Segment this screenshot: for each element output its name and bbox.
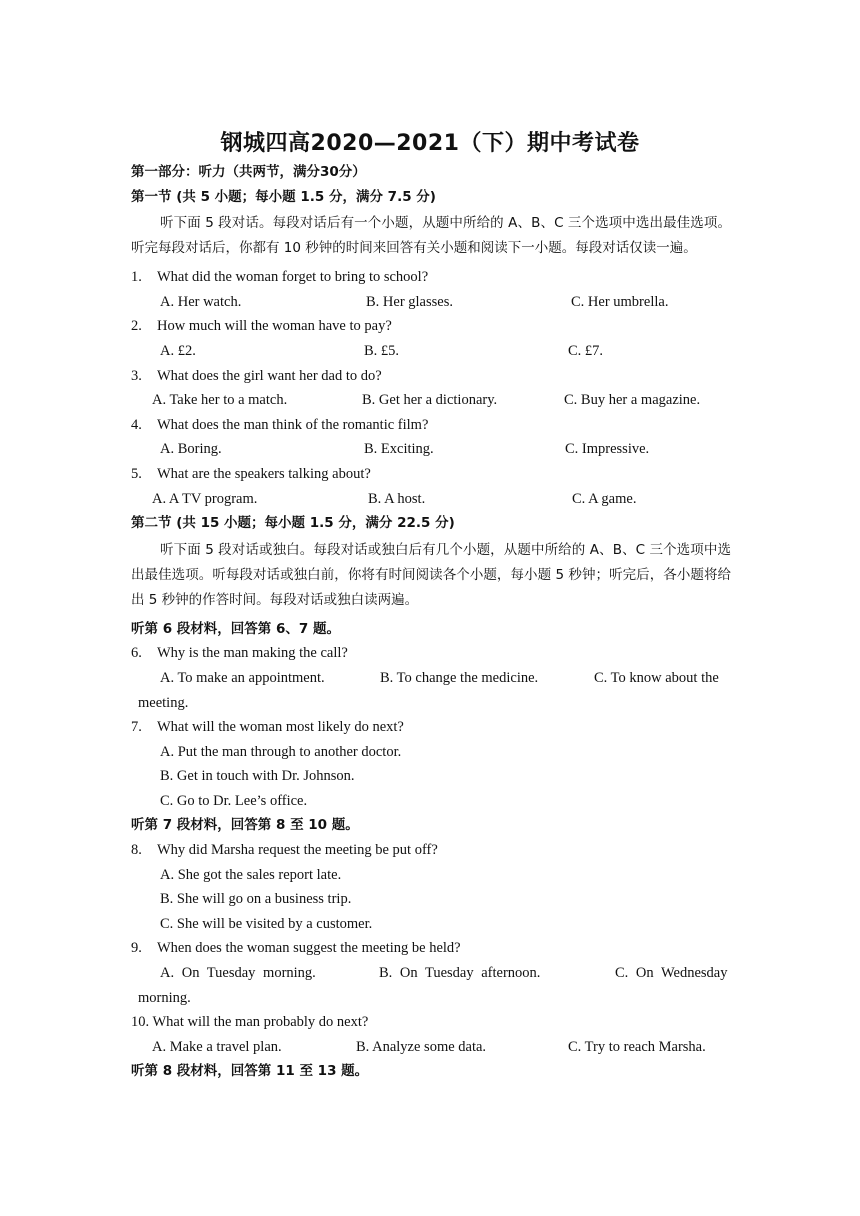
question-number: 3. bbox=[131, 367, 142, 384]
question-number: 2. bbox=[131, 318, 142, 335]
question-2 bbox=[131, 314, 731, 339]
question-1-options bbox=[131, 290, 731, 315]
question-text: What are the speakers talking about? bbox=[157, 465, 371, 482]
option-c: C. On Wednesday bbox=[615, 965, 728, 982]
section2-heading: 第二节 (共 15 小题；每小题 1.5 分，满分 22.5 分) bbox=[131, 515, 455, 532]
option-a: A. A TV program. bbox=[152, 490, 258, 507]
option-b: B. Get in touch with Dr. Johnson. bbox=[160, 768, 355, 785]
question-text: What does the girl want her dad to do? bbox=[157, 367, 382, 384]
option-b: B. Get her a dictionary. bbox=[362, 392, 498, 409]
option-a: A. Take her to a match. bbox=[152, 392, 288, 409]
question-text: What will the woman most likely do next? bbox=[157, 719, 404, 736]
question-3 bbox=[131, 364, 731, 389]
option-a: A. On Tuesday morning. bbox=[160, 965, 316, 982]
question-text: What will the man probably do next? bbox=[152, 1014, 369, 1031]
option-c: C. £7. bbox=[568, 342, 604, 359]
question-number: 10. bbox=[131, 1014, 150, 1031]
option-b: B. Analyze some data. bbox=[356, 1038, 487, 1055]
question-text: When does the woman suggest the meeting be held? bbox=[157, 940, 461, 957]
material-7-heading: 听第 7 段材料，回答第 8 至 10 题。 bbox=[131, 817, 359, 834]
option-c: C. Impressive. bbox=[565, 441, 650, 458]
material-8-heading: 听第 8 段材料，回答第 11 至 13 题。 bbox=[131, 1063, 369, 1080]
option-c: C. She will be visited by a customer. bbox=[160, 915, 373, 932]
option-b: B. On Tuesday afternoon. bbox=[379, 965, 541, 982]
question-text: What did the woman forget to bring to school? bbox=[157, 269, 429, 286]
question-9-options bbox=[131, 961, 731, 986]
question-number: 6. bbox=[131, 645, 142, 662]
question-3-options bbox=[131, 388, 731, 413]
question-number: 5. bbox=[131, 465, 142, 482]
question-text: Why is the man making the call? bbox=[157, 645, 348, 662]
question-10 bbox=[131, 1010, 731, 1035]
question-4 bbox=[131, 413, 731, 438]
question-text: How much will the woman have to pay? bbox=[157, 318, 392, 335]
question-6 bbox=[131, 641, 731, 666]
option-a: A. Boring. bbox=[160, 441, 222, 458]
option-b: B. Her glasses. bbox=[366, 293, 453, 310]
option-a: A. She got the sales report late. bbox=[160, 866, 342, 883]
question-number: 8. bbox=[131, 842, 142, 859]
question-5-options bbox=[131, 487, 731, 512]
option-c: C. Her umbrella. bbox=[571, 293, 669, 310]
question-7 bbox=[131, 715, 731, 740]
question-number: 1. bbox=[131, 269, 142, 286]
section1-heading: 第一节 (共 5 小题；每小题 1.5 分，满分 7.5 分) bbox=[131, 188, 436, 205]
material-6-heading: 听第 6 段材料，回答第 6、7 题。 bbox=[131, 620, 340, 637]
option-c: C. A game. bbox=[572, 490, 637, 507]
question-8 bbox=[131, 838, 731, 863]
section1-instructions: 听下面 5 段对话。每段对话后有一个小题，从题中所给的 A、B、C 三个选项中选出最佳选项。听完每段对话后，你都有 10 秒钟的时间来回答有关小题和阅读下一小题。每段对话仅读一遍。 bbox=[131, 215, 731, 257]
option-a: A. To make an appointment. bbox=[160, 669, 325, 686]
question-9 bbox=[131, 936, 731, 961]
section2-instructions: 听下面 5 段对话或独白。每段对话或独白后有几个小题，从题中所给的 A、B、C 三个选项中选出最佳选项。听每段对话或独白前，你将有时间阅读各个小题，每小题 5 秒钟；听完后，各小题将给出 5 秒钟的作答时间。每段对话或独白读两遍。 bbox=[131, 541, 731, 608]
option-c-continuation: morning. bbox=[138, 989, 191, 1006]
question-number: 7. bbox=[131, 719, 142, 736]
exam-content bbox=[131, 160, 731, 1084]
option-b: B. Exciting. bbox=[364, 441, 434, 458]
question-5 bbox=[131, 462, 731, 487]
question-number: 9. bbox=[131, 940, 142, 957]
option-c: C. Buy her a magazine. bbox=[564, 392, 701, 409]
option-c: C. Try to reach Marsha. bbox=[568, 1038, 706, 1055]
question-10-options bbox=[131, 1035, 731, 1060]
option-c: C. Go to Dr. Lee’s office. bbox=[160, 792, 308, 809]
option-b: B. She will go on a business trip. bbox=[160, 891, 352, 908]
option-a: A. Make a travel plan. bbox=[152, 1038, 282, 1055]
option-a: A. £2. bbox=[160, 342, 196, 359]
question-text: What does the man think of the romantic film? bbox=[157, 416, 429, 433]
question-4-options bbox=[131, 437, 731, 462]
option-b: B. To change the medicine. bbox=[380, 669, 539, 686]
question-1 bbox=[131, 265, 731, 290]
option-b: B. £5. bbox=[364, 342, 400, 359]
question-text: Why did Marsha request the meeting be put off? bbox=[157, 842, 438, 859]
question-6-options bbox=[131, 666, 731, 691]
option-c: C. To know about the bbox=[594, 669, 719, 686]
option-c-continuation: meeting. bbox=[138, 694, 189, 711]
option-a: A. Her watch. bbox=[160, 293, 242, 310]
option-b: B. A host. bbox=[368, 490, 426, 507]
question-number: 4. bbox=[131, 416, 142, 433]
part1-heading: 第一部分：听力（共两节，满分30分） bbox=[131, 164, 366, 180]
question-2-options bbox=[131, 339, 731, 364]
page-title: 钢城四高2020—2021（下）期中考试卷 bbox=[220, 131, 640, 156]
option-a: A. Put the man through to another doctor. bbox=[160, 743, 402, 760]
